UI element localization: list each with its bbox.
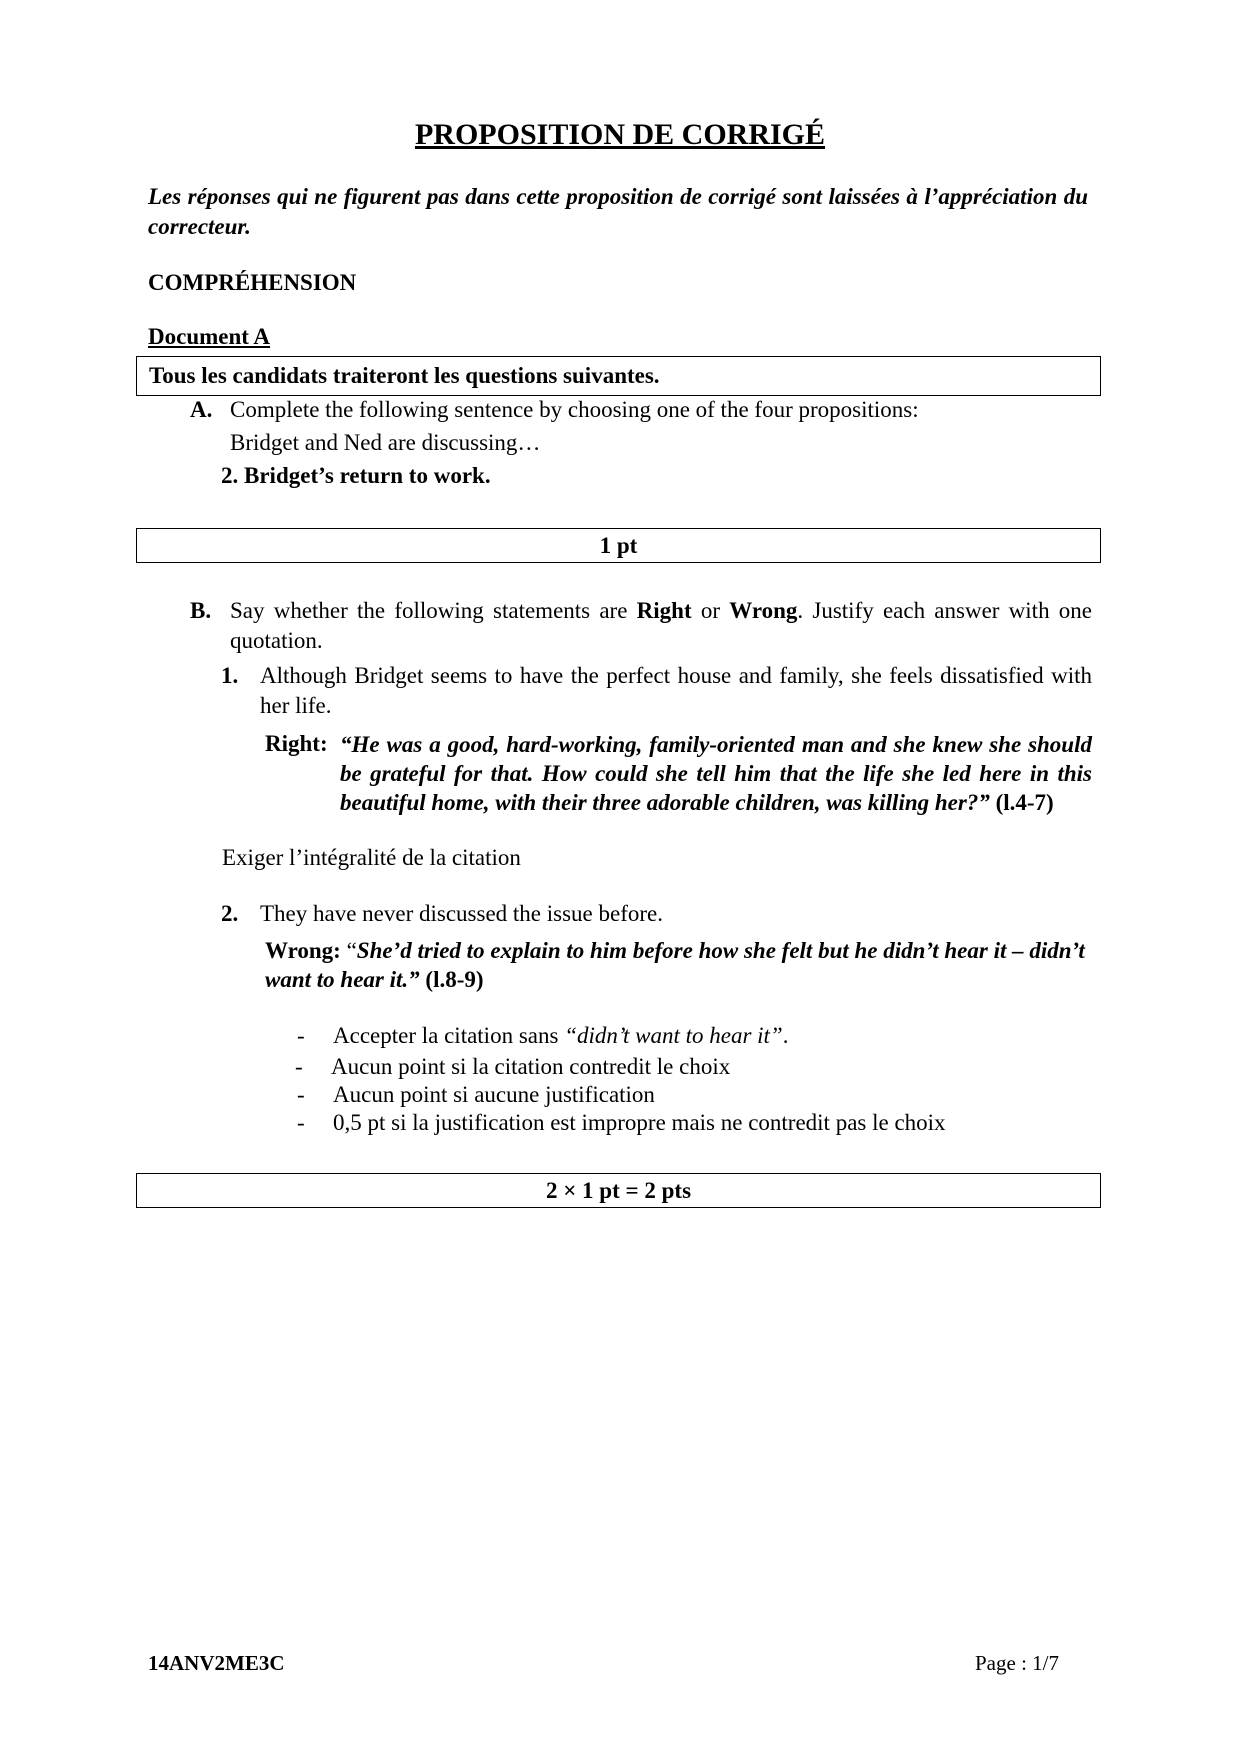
note-4 (297, 1109, 946, 1137)
question-a-answer: 2. Bridget’s return to work. (221, 463, 491, 488)
dash: - (297, 1110, 305, 1135)
item-2-statement: They have never discussed the issue before. (260, 901, 663, 926)
document-code: 14ANV2ME3C (148, 1651, 285, 1675)
note-2 (295, 1053, 730, 1081)
score-b: 2 × 1 pt = 2 pts (545, 1178, 692, 1203)
score-a: 1 pt (599, 533, 638, 558)
prompt-wrong: Wrong (729, 598, 798, 623)
open-quote: “ (340, 938, 357, 963)
page-title: PROPOSITION DE CORRIGÉ (414, 118, 826, 151)
question-a-stem: Bridget and Ned are discussing… (230, 430, 541, 455)
dash: - (297, 1082, 305, 1107)
question-a-letter: A. (190, 397, 213, 422)
note-text: Accepter la citation sans (333, 1023, 565, 1048)
quote-text: She’d tried to explain to him before how she felt but he didn’t hear it – didn’t want to hear it.” (265, 938, 1085, 992)
section-heading: COMPRÉHENSION (148, 270, 357, 295)
item-1-label: Right: (265, 731, 328, 756)
note-text: . (782, 1023, 789, 1048)
note-text: 0,5 pt si la justification est impropre mais ne contredit pas le choix (333, 1110, 946, 1135)
note-quote: “didn’t want to hear it” (564, 1023, 783, 1048)
note-1 (297, 1022, 788, 1050)
dash: - (295, 1054, 303, 1079)
item-1-number: 1. (221, 663, 239, 688)
item-2-number: 2. (221, 901, 239, 926)
item-1-statement: Although Bridget seems to have the perfect house and family, she feels dissatisfied with her life. (260, 663, 1092, 718)
document-heading: Document A (148, 324, 271, 349)
item-2-label: Wrong: (265, 938, 341, 963)
note-3 (297, 1081, 655, 1109)
dash: - (297, 1023, 305, 1048)
instruction-text: Tous les candidats traiteront les questions suivantes. (149, 363, 660, 388)
prompt-right: Right (636, 598, 692, 623)
page-number: Page : 1/7 (975, 1651, 1059, 1675)
intro-note: Les réponses qui ne figurent pas dans cette proposition de corrigé sont laissées à l’appréciation du correcteur. (148, 184, 1088, 239)
question-b-letter: B. (190, 598, 212, 623)
question-a-prompt: Complete the following sentence by choosing one of the four propositions: (230, 397, 919, 422)
item-1-quote (340, 730, 1092, 817)
line-ref: (l.4-7) (989, 790, 1054, 815)
prompt-part: . Justify each answer with one quotation. (230, 598, 1092, 653)
prompt-part: or (691, 598, 730, 623)
item-1-note: Exiger l’intégralité de la citation (222, 845, 521, 870)
note-text: Aucun point si la citation contredit le choix (331, 1054, 731, 1079)
score-box-b (136, 1173, 1101, 1208)
item-2-answer (265, 936, 1100, 994)
question-b-prompt (230, 596, 1092, 656)
score-box-a (136, 528, 1101, 563)
note-text: Aucun point si aucune justification (333, 1082, 655, 1107)
instruction-box (136, 356, 1101, 396)
quote-text: “He was a good, hard-working, family-oriented man and she knew she should be grateful for that. How could she tell him that the life she led here in this beautiful home, with their three adorable children, was killing her?” (340, 732, 1092, 815)
line-ref: (l.8-9) (419, 967, 484, 992)
prompt-part: Say whether the following statements are (230, 598, 637, 623)
